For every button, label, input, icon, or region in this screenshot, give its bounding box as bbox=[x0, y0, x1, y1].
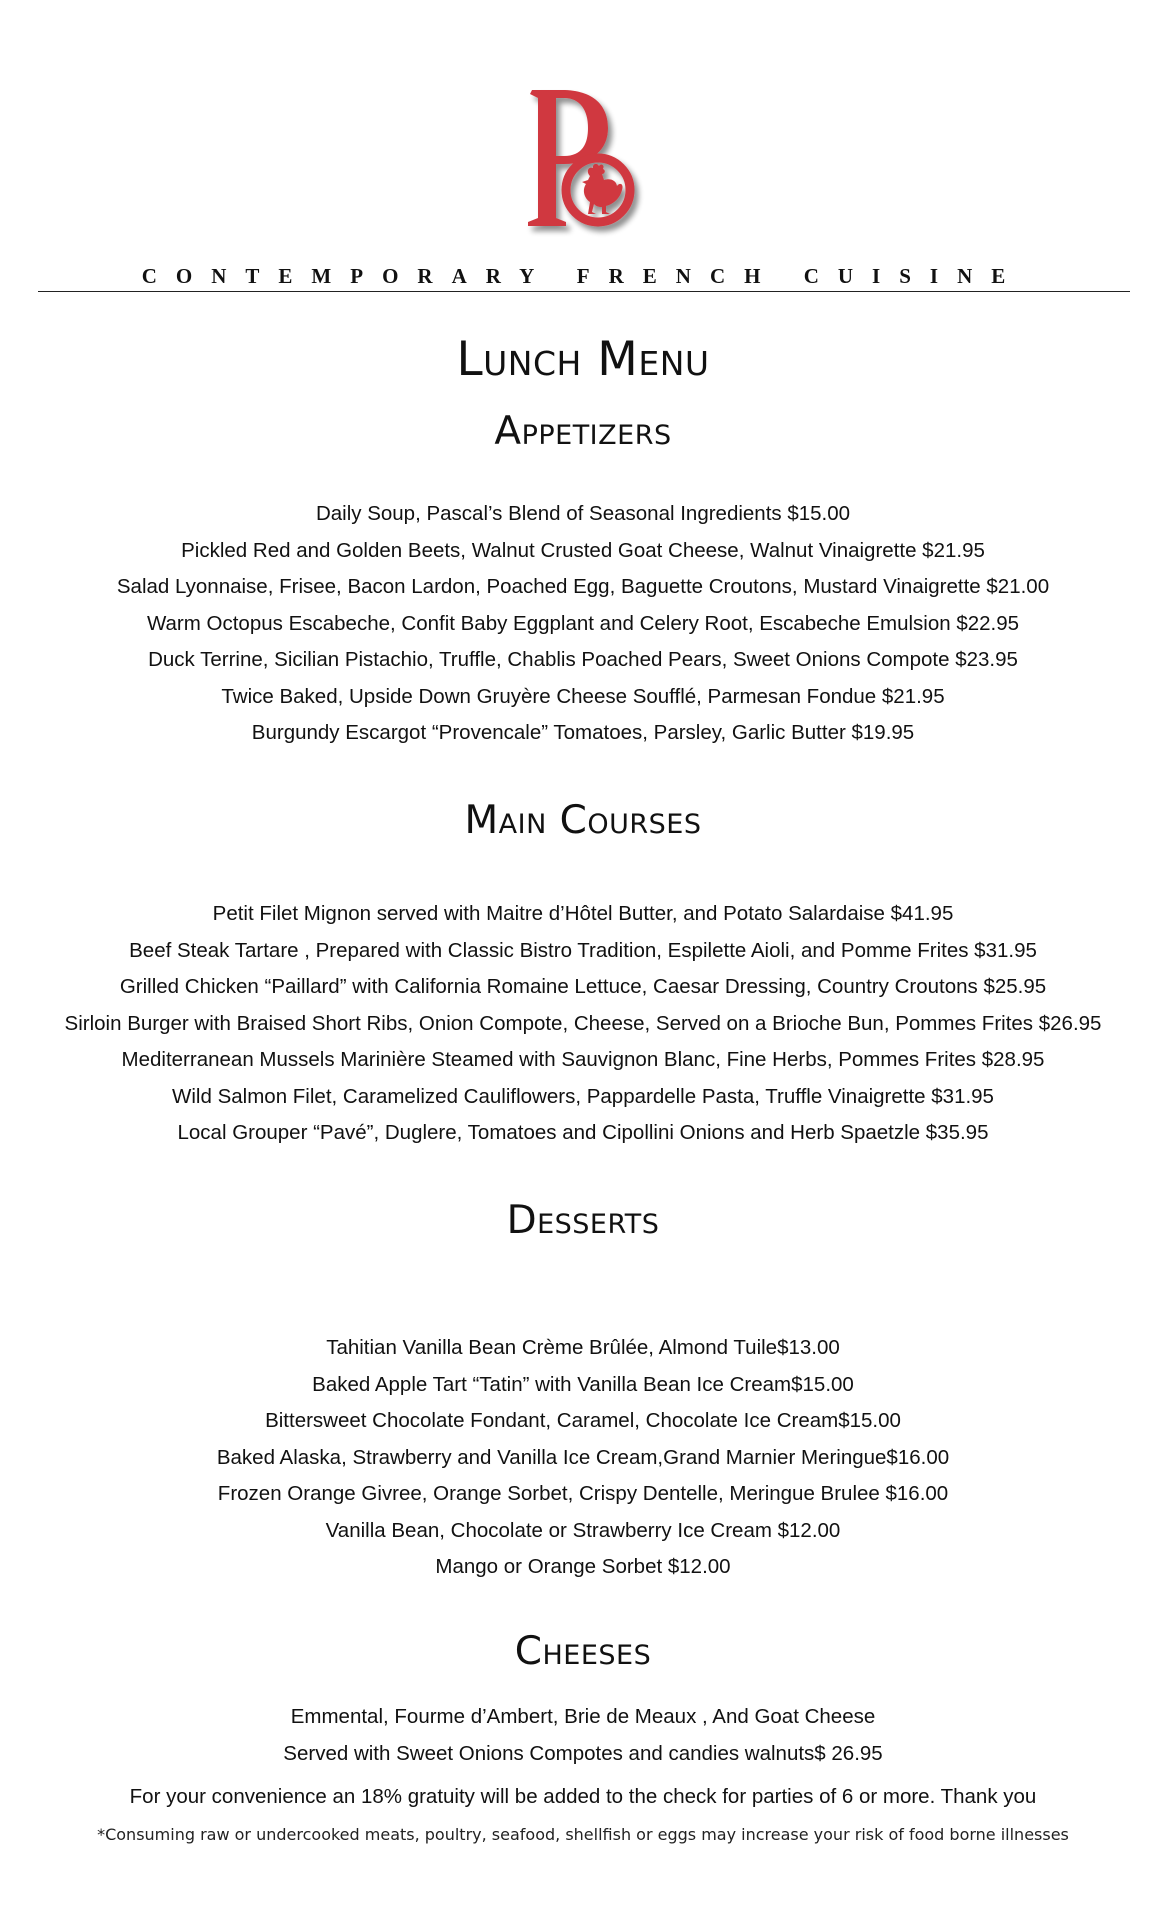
gratuity-note: For your convenience an 18% gratuity will be added to the check for parties of 6 or more. Thank you bbox=[129, 1785, 1037, 1808]
menu-item: Emmental, Fourme d’Ambert, Brie de Meaux , And Goat Cheese bbox=[290, 1705, 876, 1728]
section-title-appetizers: Appetizers bbox=[494, 409, 672, 454]
menu-title: Lunch Menu bbox=[456, 332, 710, 387]
menu-item: Sirloin Burger with Braised Short Ribs, Onion Compote, Cheese, Served on a Brioche Bun, Pommes Frites $26.95 bbox=[64, 1011, 1102, 1035]
menu-item: Mango or Orange Sorbet $12.00 bbox=[435, 1555, 731, 1578]
header-divider bbox=[38, 291, 1130, 292]
cheeses-list bbox=[0, 1699, 1166, 1772]
appetizers-list bbox=[0, 496, 1166, 752]
menu-item: Baked Alaska, Strawberry and Vanilla Ice Cream,Grand Marnier Meringue$16.00 bbox=[216, 1445, 950, 1469]
food-safety-disclaimer: *Consuming raw or undercooked meats, poultry, seafood, shellfish or eggs may increase your risk of food borne illnesses bbox=[97, 1825, 1069, 1844]
menu-item: Frozen Orange Givree, Orange Sorbet, Crispy Dentelle, Meringue Brulee $16.00 bbox=[217, 1482, 949, 1505]
section-title-cheeses: Cheeses bbox=[514, 1629, 652, 1674]
menu-item: Duck Terrine, Sicilian Pistachio, Truffle, Chablis Poached Pears, Sweet Onions Compote $23.95 bbox=[148, 648, 1018, 671]
section-title-main-courses: Main Courses bbox=[464, 798, 702, 843]
restaurant-tagline: CONTEMPORARY FRENCH CUISINE bbox=[141, 264, 1025, 288]
logo-monogram-icon bbox=[518, 80, 648, 240]
menu-item: Daily Soup, Pascal’s Blend of Seasonal Ingredients $15.00 bbox=[315, 502, 851, 525]
menu-item: Local Grouper “Pavé”, Duglere, Tomatoes and Cipollini Onions and Herb Spaetzle $35.95 bbox=[177, 1121, 989, 1144]
menu-item: Warm Octopus Escabeche, Confit Baby Eggplant and Celery Root, Escabeche Emulsion $22.95 bbox=[146, 611, 1020, 635]
desserts-list bbox=[0, 1330, 1166, 1586]
menu-item: Salad Lyonnaise, Frisee, Bacon Lardon, Poached Egg, Baguette Croutons, Mustard Vinaigrette $21.00 bbox=[116, 575, 1050, 598]
menu-item: Twice Baked, Upside Down Gruyère Cheese Soufflé, Parmesan Fondue $21.95 bbox=[221, 684, 945, 708]
menu-item: Burgundy Escargot “Provencale” Tomatoes, Parsley, Garlic Butter $19.95 bbox=[251, 721, 915, 744]
menu-item: Pickled Red and Golden Beets, Walnut Crusted Goat Cheese, Walnut Vinaigrette $21.95 bbox=[181, 538, 985, 562]
menu-item: Petit Filet Mignon served with Maitre d’Hôtel Butter, and Potato Salardaise $41.95 bbox=[212, 902, 954, 925]
restaurant-logo bbox=[0, 80, 1166, 240]
menu-item: Tahitian Vanilla Bean Crème Brûlée, Almond Tuile$13.00 bbox=[326, 1336, 840, 1359]
menu-item: Mediterranean Mussels Marinière Steamed with Sauvignon Blanc, Fine Herbs, Pommes Frites $28.95 bbox=[121, 1048, 1045, 1071]
section-title-desserts: Desserts bbox=[506, 1198, 660, 1243]
menu-item: Bittersweet Chocolate Fondant, Caramel, Chocolate Ice Cream$15.00 bbox=[265, 1409, 901, 1432]
main-courses-list bbox=[0, 896, 1166, 1152]
menu-item: Wild Salmon Filet, Caramelized Cauliflowers, Pappardelle Pasta, Truffle Vinaigrette $31.95 bbox=[172, 1084, 994, 1108]
menu-item: Baked Apple Tart “Tatin” with Vanilla Bean Ice Cream$15.00 bbox=[312, 1372, 854, 1396]
menu-item: Grilled Chicken “Paillard” with California Romaine Lettuce, Caesar Dressing, Country Croutons $25.95 bbox=[119, 975, 1047, 998]
menu-item: Served with Sweet Onions Compotes and candies walnuts$ 26.95 bbox=[283, 1741, 883, 1765]
menu-item: Vanilla Bean, Chocolate or Strawberry Ice Cream $12.00 bbox=[325, 1518, 841, 1542]
menu-item: Beef Steak Tartare , Prepared with Classic Bistro Tradition, Espilette Aioli, and Pomme Frites $31.95 bbox=[129, 938, 1037, 962]
